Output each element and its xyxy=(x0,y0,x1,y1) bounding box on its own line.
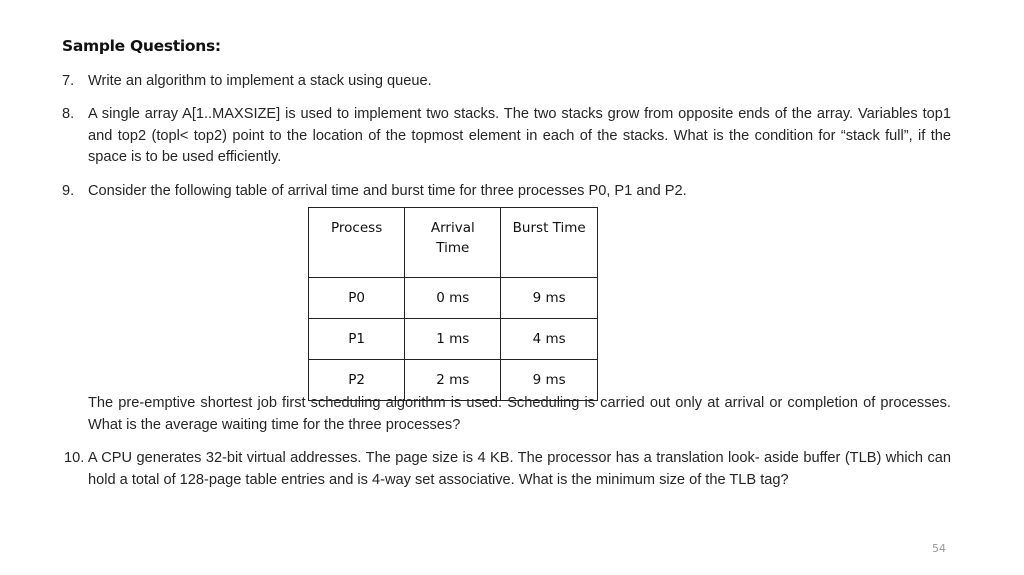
header-process: Process xyxy=(309,208,405,278)
cell-burst: 9 ms xyxy=(501,278,598,319)
question-text: Consider the following table of arrival time and burst time for three processes P0, P1 and P2. xyxy=(88,183,687,199)
header-arrival-time-label: Arrival Time xyxy=(430,220,475,256)
cell-arrival: 2 ms xyxy=(405,360,501,401)
page-title: Sample Questions: xyxy=(62,37,221,55)
question-text: 10. A CPU generates 32-bit virtual addresses. The page size is 4 KB. The processor has a translation look- aside buffer (TLB) which can hold a total of 128-page table entries and is 4-way set associative. What is the minimum size of the TLB tag? xyxy=(64,450,951,488)
header-burst-time: Burst Time xyxy=(501,208,598,278)
process-table xyxy=(308,207,598,401)
cell-arrival: 0 ms xyxy=(405,278,501,319)
question-text: A single array A[1..MAXSIZE] is used to implement two stacks. The two stacks grow from opposite ends of the array. Variables top1 and top2 (topl< top2) point to the location of the topmost element in each of the stacks. What is the condition for “stack full”, if the space is to be used efficiently. xyxy=(88,106,951,165)
page-number: 54 xyxy=(932,542,946,555)
question-9-continuation xyxy=(62,393,951,436)
cell-process: P1 xyxy=(309,319,405,360)
question-text: Write an algorithm to implement a stack using queue. xyxy=(88,73,432,89)
question-number: 9. xyxy=(62,183,75,199)
question-10 xyxy=(62,448,951,491)
header-arrival-time xyxy=(405,208,501,278)
cell-burst: 4 ms xyxy=(501,319,598,360)
question-number: 8. xyxy=(62,106,75,122)
question-7 xyxy=(62,71,951,93)
cell-arrival: 1 ms xyxy=(405,319,501,360)
question-number: 7. xyxy=(62,73,75,89)
table-row xyxy=(309,278,598,319)
cell-process: P0 xyxy=(309,278,405,319)
question-text: The pre-emptive shortest job first scheduling algorithm is used. Scheduling is carried out only at arrival or completion of processes. What is the average waiting time for the three processes? xyxy=(88,395,951,433)
cell-burst: 9 ms xyxy=(501,360,598,401)
cell-process: P2 xyxy=(309,360,405,401)
table-row xyxy=(309,319,598,360)
table-header-row xyxy=(309,208,598,278)
question-9 xyxy=(62,181,951,203)
question-8 xyxy=(62,104,951,169)
